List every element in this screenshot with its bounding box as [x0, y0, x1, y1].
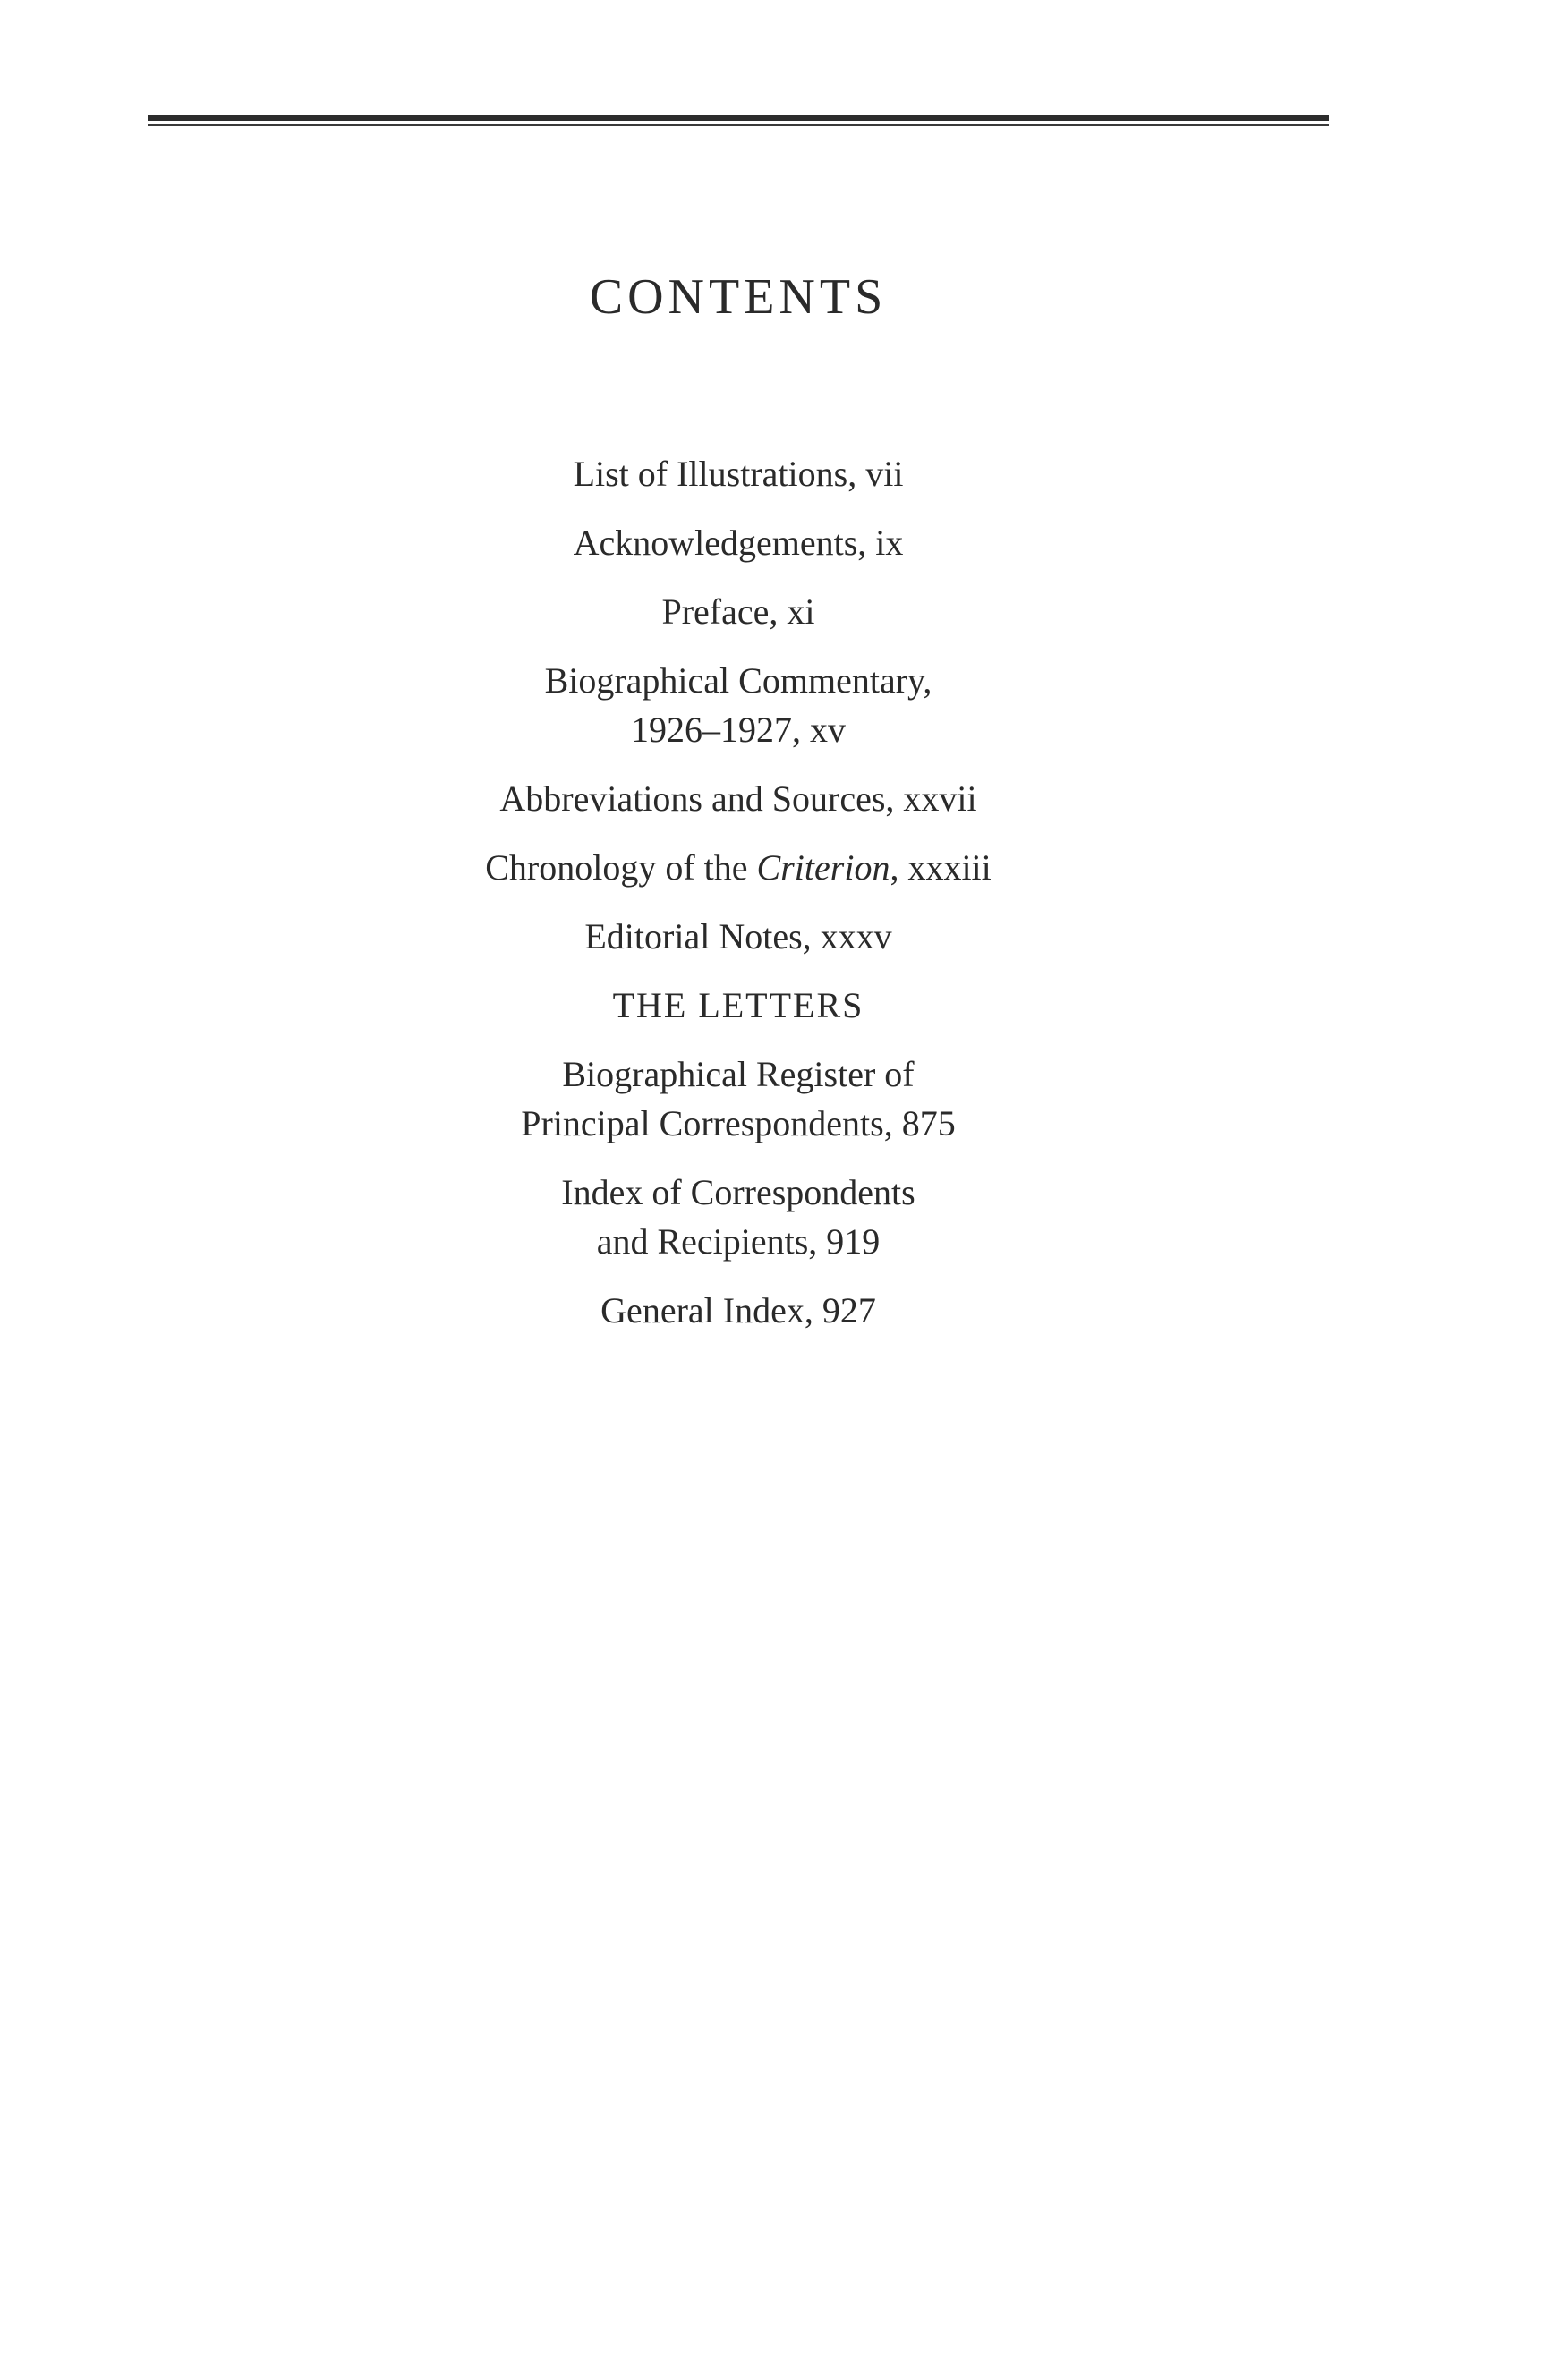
- header-rule-thin: [148, 124, 1329, 126]
- toc-entry-preface: [0, 587, 1477, 636]
- header-rule-thick: [148, 115, 1329, 121]
- toc-entry-text: THE LETTERS: [612, 985, 864, 1025]
- toc-entry-text: Preface, xi: [661, 591, 815, 632]
- toc-entry-general-index: [0, 1286, 1477, 1335]
- toc-entry-text-before: Chronology of the: [485, 847, 757, 888]
- toc-entry-text-italic: Criterion: [756, 847, 890, 888]
- toc-entry-line: and Recipients, 919: [596, 1221, 881, 1262]
- toc-entry-line: Principal Correspondents, 875: [521, 1103, 956, 1143]
- toc-entry-text: Acknowledgements, ix: [573, 523, 904, 563]
- toc-section-heading: [0, 981, 1477, 1030]
- toc-entry-text: Abbreviations and Sources, xxvii: [499, 778, 977, 819]
- toc-entry-abbreviations: [0, 774, 1477, 823]
- toc-entry-line: 1926–1927, xv: [631, 710, 846, 750]
- toc-entry-text-after: , xxxiii: [890, 847, 992, 888]
- toc-entry-text: General Index, 927: [600, 1290, 876, 1330]
- toc-entry-acknowledgements: [0, 518, 1477, 567]
- table-of-contents: [0, 449, 1477, 1355]
- toc-entry-editorial-notes: [0, 912, 1477, 961]
- toc-entry-line: Biographical Commentary,: [544, 660, 932, 701]
- toc-entry-text: List of Illustrations, vii: [573, 454, 904, 494]
- page-title: CONTENTS: [589, 268, 888, 325]
- toc-entry-line: Index of Correspondents: [561, 1172, 915, 1212]
- toc-entry-biographical-commentary: [0, 656, 1477, 754]
- toc-entry-line: [0, 843, 1477, 892]
- toc-entry-index-correspondents: [0, 1168, 1477, 1266]
- toc-entry-line: Biographical Register of: [562, 1054, 915, 1094]
- toc-entry-chronology: [0, 843, 1477, 892]
- header-rule: [148, 115, 1329, 126]
- toc-entry-biographical-register: [0, 1050, 1477, 1148]
- toc-entry-text: Editorial Notes, xxxv: [584, 916, 892, 956]
- toc-entry-illustrations: [0, 449, 1477, 498]
